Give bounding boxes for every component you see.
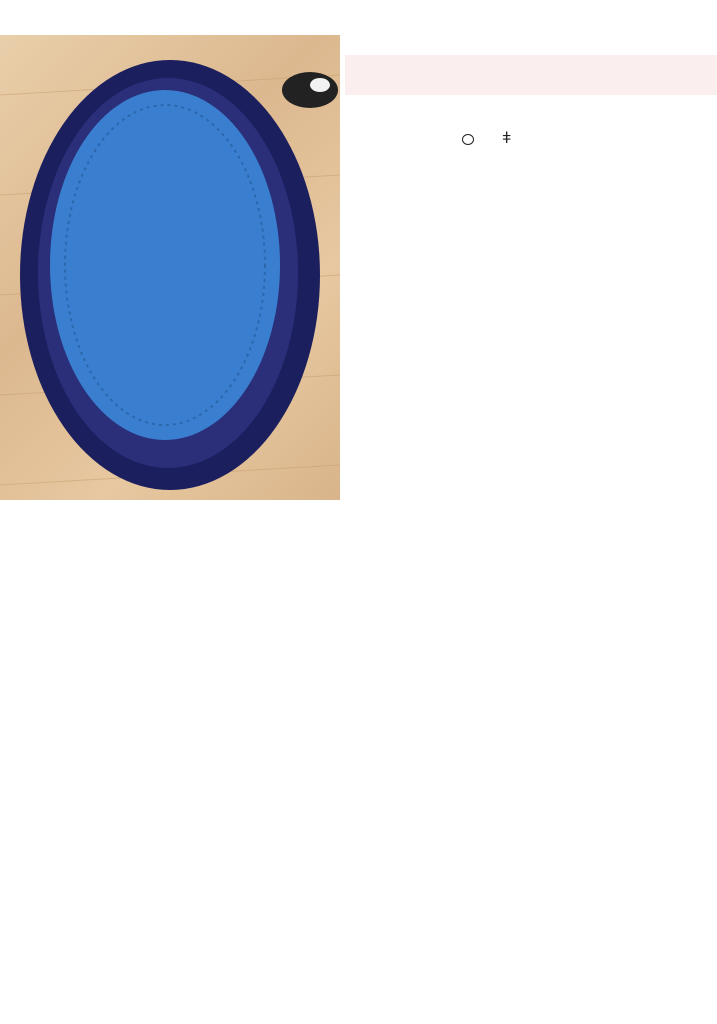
double-crochet-icon: ǂ bbox=[502, 130, 512, 147]
rug-photo bbox=[0, 35, 340, 500]
circle-icon bbox=[462, 134, 474, 145]
scheme1-diagram bbox=[352, 170, 692, 810]
pattern-strip bbox=[345, 55, 717, 95]
legend-row bbox=[462, 130, 517, 147]
scheme2-diagram bbox=[336, 826, 686, 951]
